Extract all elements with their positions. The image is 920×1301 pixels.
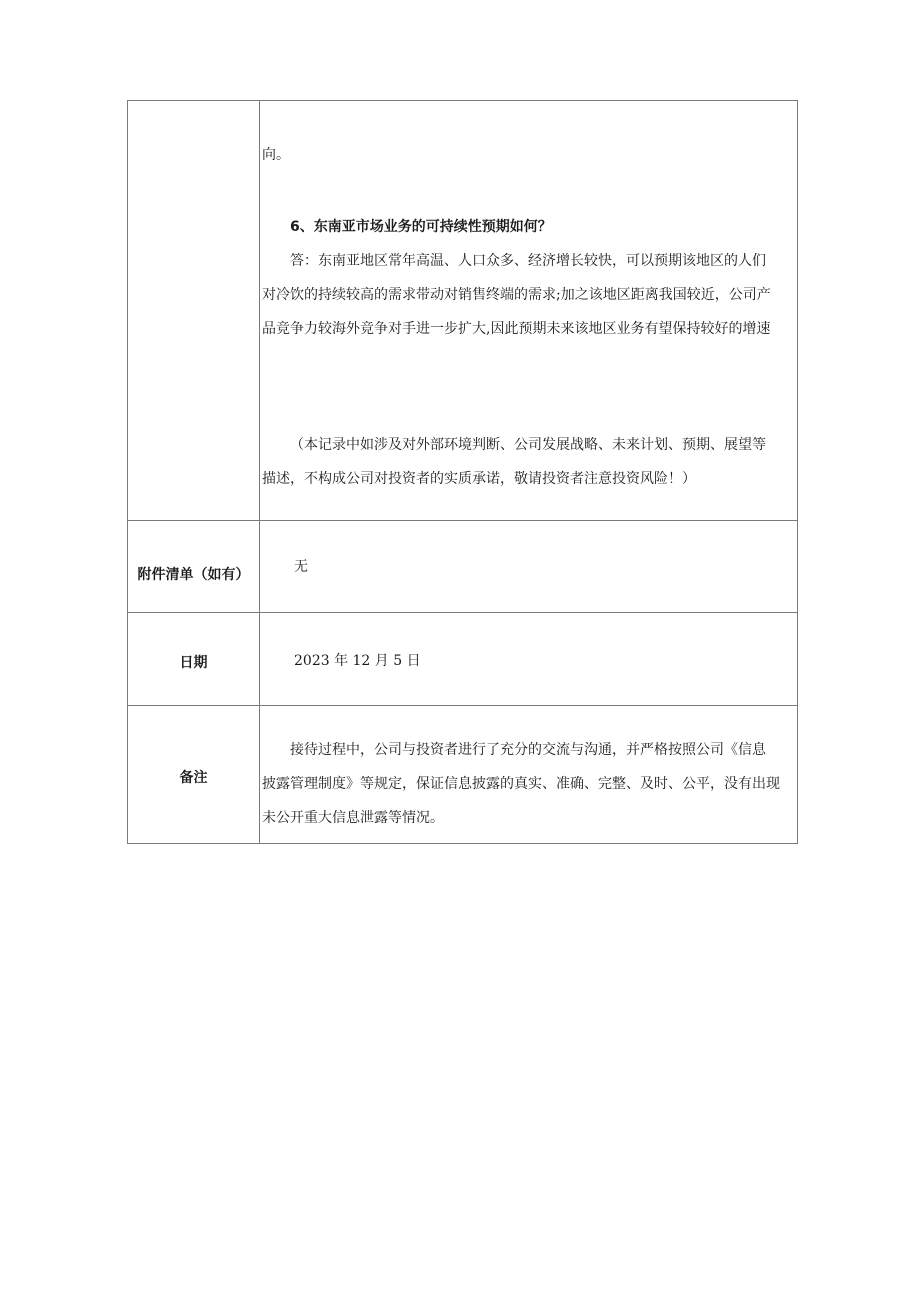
row-divider: [128, 705, 797, 706]
column-divider: [259, 101, 260, 843]
content-cell: [262, 138, 799, 172]
date-label: 日期: [179, 655, 208, 671]
row-divider: [128, 612, 797, 613]
remarks-label: 备注: [179, 770, 208, 786]
attachments-label: 附件清单（如有）: [137, 567, 250, 583]
record-table: [127, 100, 798, 844]
question-block: [262, 210, 799, 346]
date-value: 2023 年 12 月 5 日: [294, 653, 421, 669]
question-heading: 6、东南亚市场业务的可持续性预期如何？: [290, 219, 552, 235]
answer-line: 对冷饮的持续较高的需求带动对销售终端的需求;加之该地区距离我国较近，公司产: [262, 287, 771, 303]
remarks-line: 未公开重大信息泄露等情况。: [262, 810, 444, 826]
remarks-block: [262, 733, 799, 835]
attachments-value: 无: [294, 559, 308, 575]
disclaimer-line: 描述，不构成公司对投资者的实质承诺，敬请投资者注意投资风险！）: [262, 471, 696, 487]
disclaimer-block: [262, 428, 799, 496]
disclaimer-line: （本记录中如涉及对外部环境判断、公司发展战略、未来计划、预期、展望等: [290, 437, 766, 453]
remarks-line: 披露管理制度》等规定，保证信息披露的真实、准确、完整、及时、公平，没有出现: [262, 776, 780, 792]
remarks-line: 接待过程中，公司与投资者进行了充分的交流与沟通，并严格按照公司《信息: [290, 742, 766, 758]
row-divider: [128, 520, 797, 521]
continuation-text: 向。: [262, 147, 290, 163]
answer-line: 品竞争力较海外竞争对手进一步扩大,因此预期未来该地区业务有望保持较好的增速: [262, 321, 771, 337]
answer-line: 答：东南亚地区常年高温、人口众多、经济增长较快，可以预期该地区的人们: [290, 253, 766, 269]
